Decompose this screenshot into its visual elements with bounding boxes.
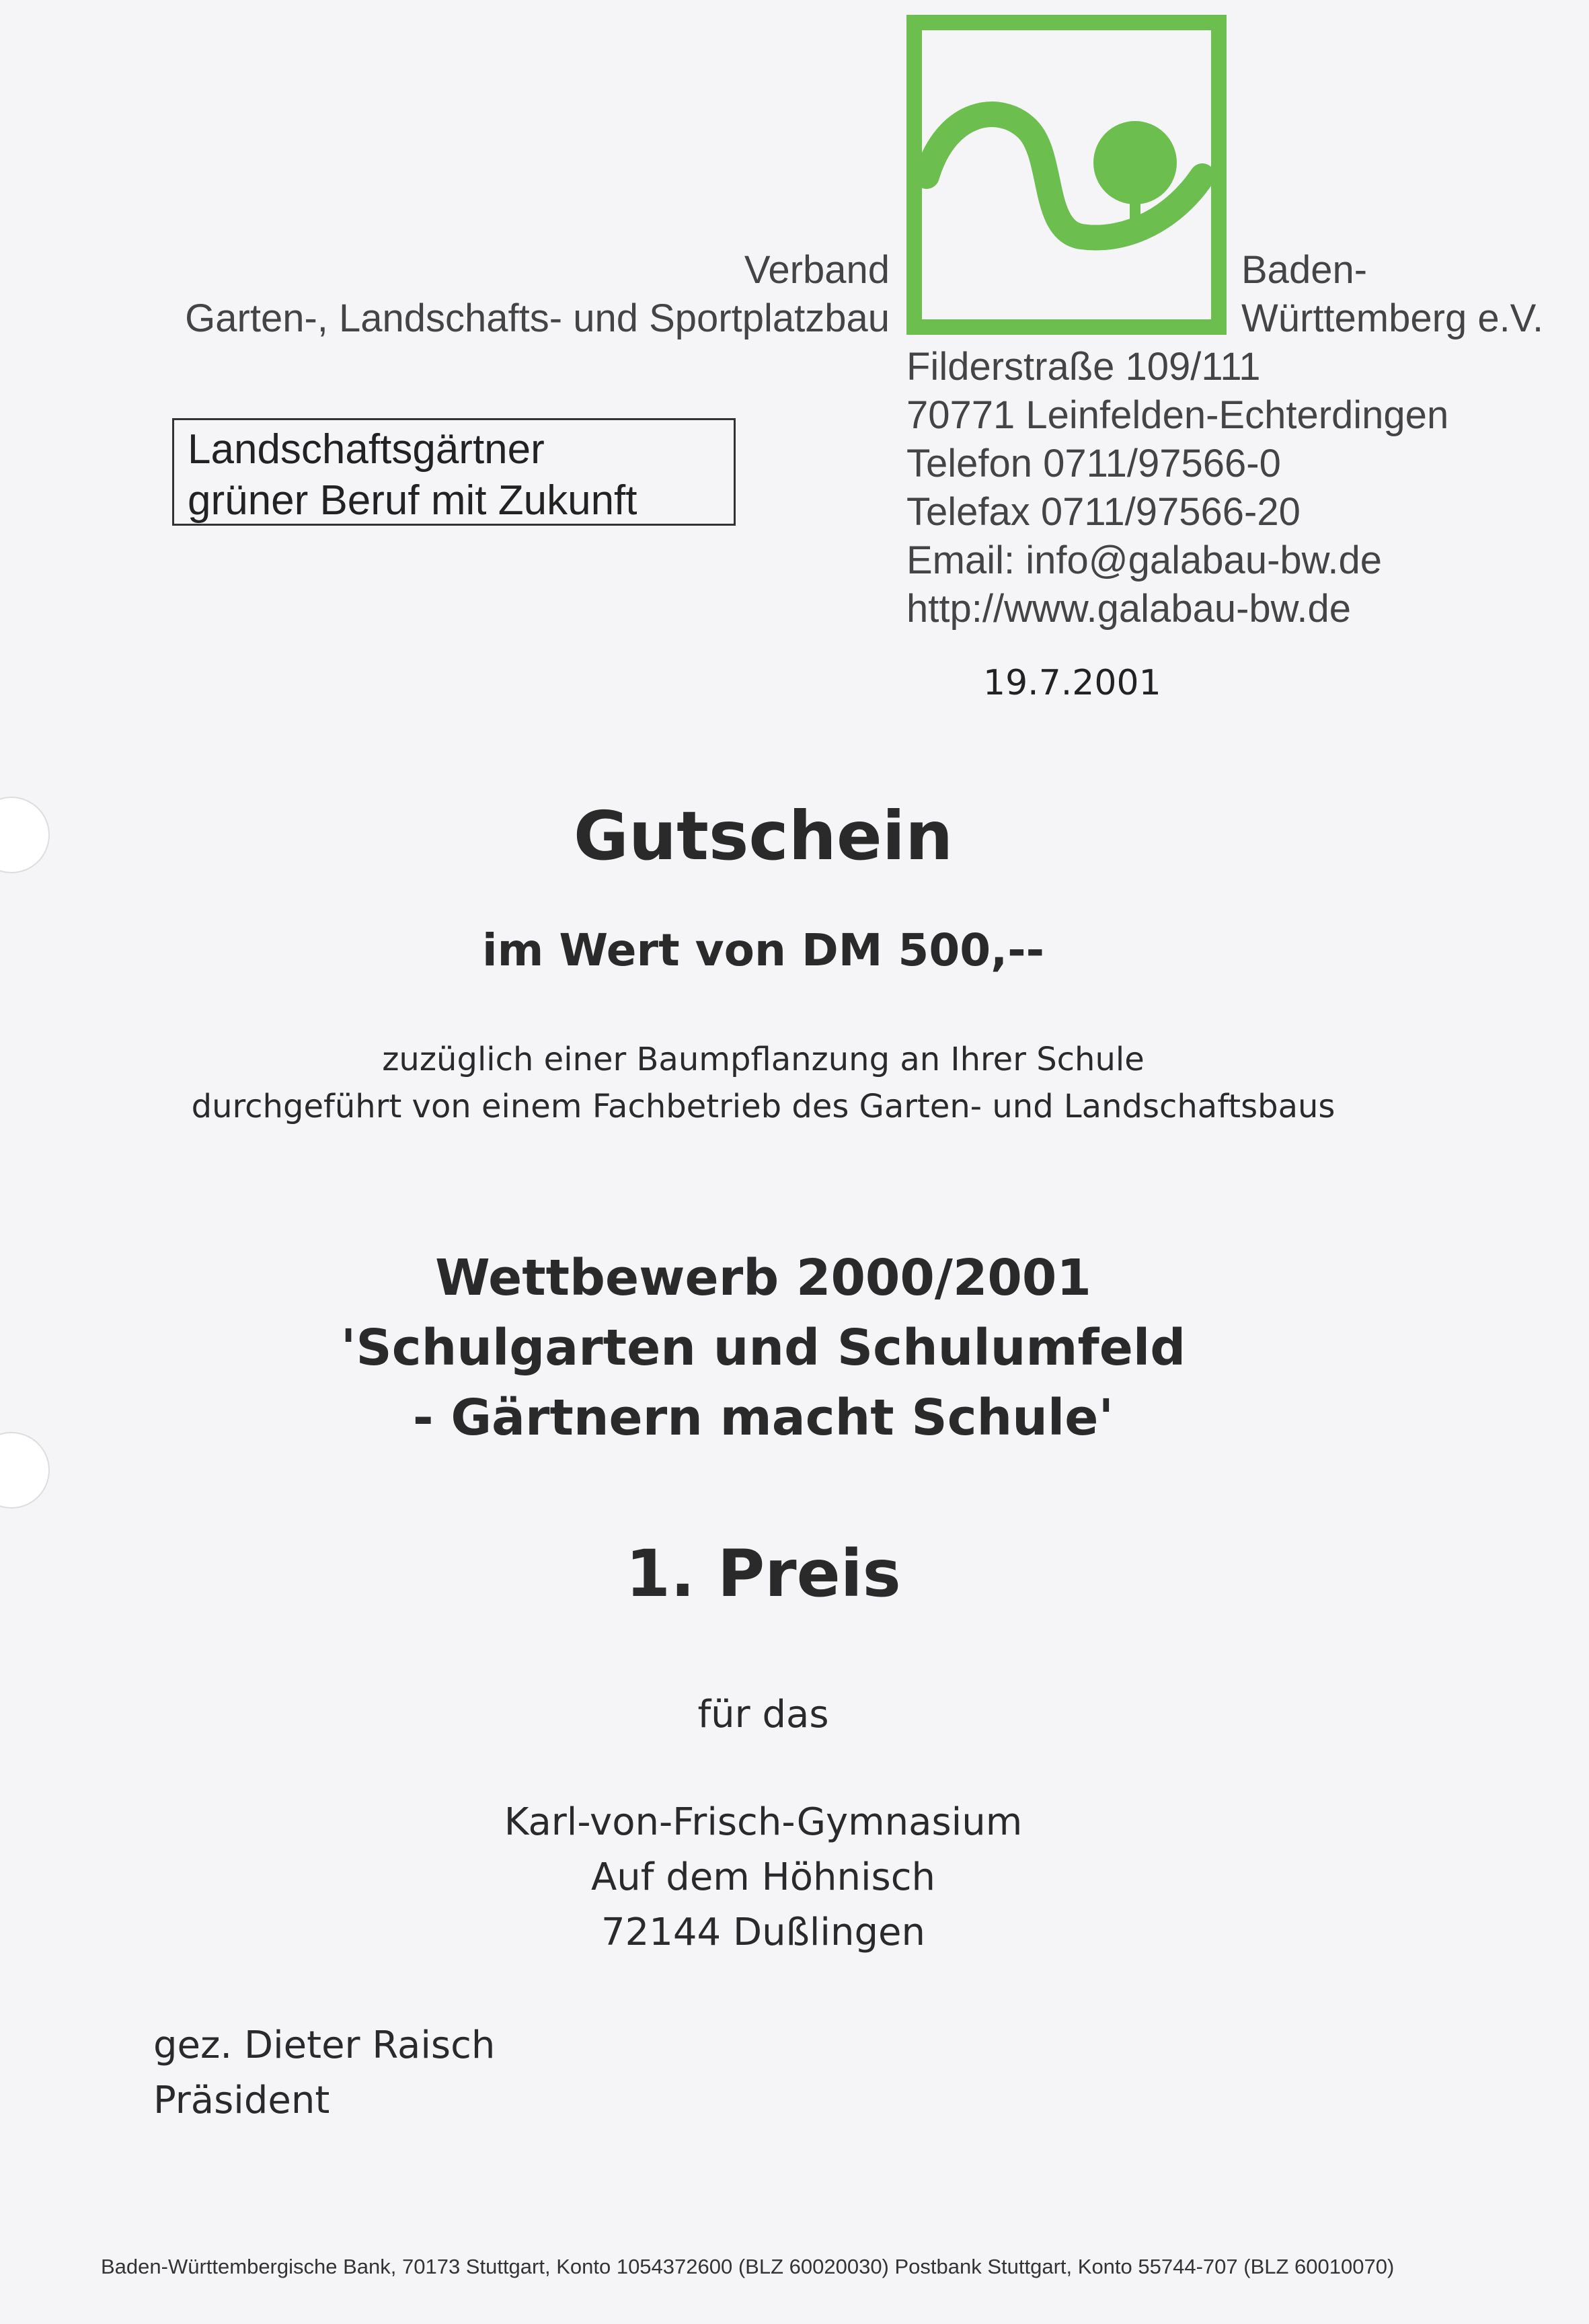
recipient-name: Karl-von-Frisch-Gymnasium <box>504 1800 1023 1844</box>
galabau-logo <box>906 15 1227 335</box>
contest-line2: 'Schulgarten und Schulumfeld <box>340 1319 1186 1377</box>
slogan-line1: Landschaftsgärtner <box>188 426 545 473</box>
address-web: http://www.galabau-bw.de <box>906 587 1351 631</box>
for-label: für das <box>697 1693 829 1736</box>
org-region-line2: Württemberg e.V. <box>1241 296 1544 340</box>
signature-line2: Präsident <box>153 2079 330 2122</box>
contest-line3: - Gärtnern macht Schule' <box>412 1389 1114 1447</box>
slogan-box <box>172 418 736 526</box>
org-name-line2: Garten-, Landschafts- und Sportplatzbau <box>185 296 890 340</box>
voucher-extra-line2: durchgeführt von einem Fachbetrieb des Garten- und Landschaftsbaus <box>191 1088 1335 1125</box>
signature-line1: gez. Dieter Raisch <box>153 2024 496 2067</box>
prize-label: 1. Preis <box>625 1536 901 1611</box>
address-city: 70771 Leinfelden-Echterdingen <box>906 393 1449 437</box>
voucher-extra-line1: zuzüglich einer Baumpflanzung an Ihrer Schule <box>382 1041 1145 1078</box>
recipient-city: 72144 Dußlingen <box>601 1911 925 1954</box>
voucher-value: im Wert von DM 500,-- <box>481 924 1045 976</box>
address-fax: Telefax 0711/97566-20 <box>906 490 1301 534</box>
voucher-title: Gutschein <box>573 797 954 875</box>
contest-line1: Wettbewerb 2000/2001 <box>435 1249 1091 1307</box>
recipient-street: Auf dem Höhnisch <box>590 1855 936 1899</box>
address-street: Filderstraße 109/111 <box>906 345 1261 389</box>
org-region-line1: Baden- <box>1241 248 1368 292</box>
address-phone: Telefon 0711/97566-0 <box>906 442 1281 485</box>
address-email: Email: info@galabau-bw.de <box>906 538 1382 582</box>
bank-footer: Baden-Württembergische Bank, 70173 Stuttgart, Konto 1054372600 (BLZ 60020030) Postbank Stuttgart, Konto 55744-707 (BLZ 60010070) <box>101 2255 1395 2278</box>
slogan-line2: grüner Beruf mit Zukunft <box>188 477 637 524</box>
org-name-line1: Verband <box>744 248 890 292</box>
document-date: 19.7.2001 <box>983 663 1161 703</box>
